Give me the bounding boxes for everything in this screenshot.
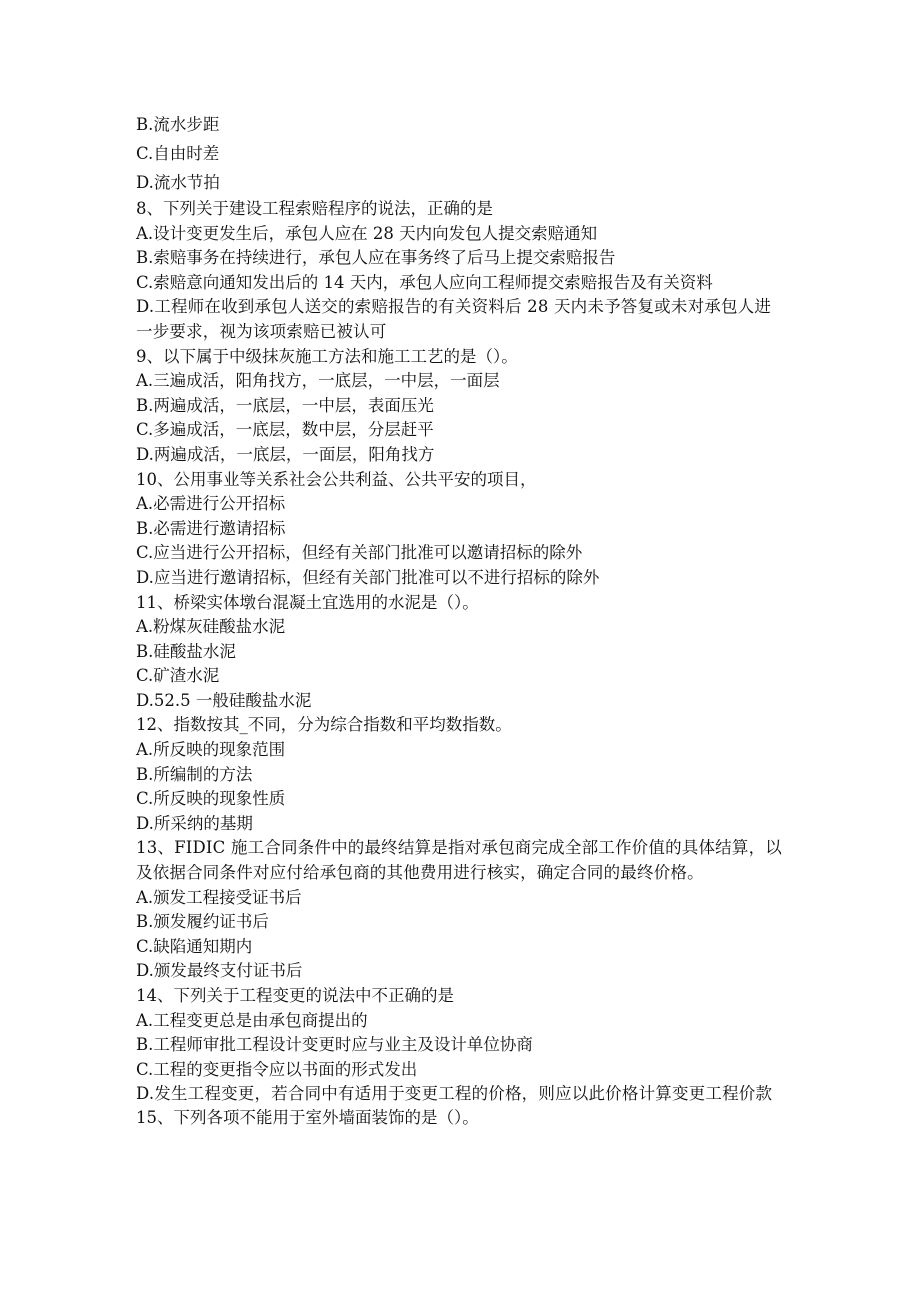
document-body: [136, 110, 786, 1131]
question-9: 9、以下属于中级抹灰施工方法和施工工艺的是（）。: [136, 346, 518, 366]
option-d-q11: D.52.5 一般硅酸盐水泥: [136, 690, 312, 710]
option-a-q10: A.必需进行公开招标: [136, 494, 286, 514]
option-a-q14: A.工程变更总是由承包商提出的: [136, 1010, 368, 1030]
option-b-q12: B.所编制的方法: [136, 764, 253, 784]
option-b-q11: B.硅酸盐水泥: [136, 641, 236, 661]
option-a-q8: A.设计变更发生后，承包人应在 28 天内向发包人提交索赔通知: [136, 223, 598, 243]
option-b-q10: B.必需进行邀请招标: [136, 518, 286, 538]
question-11: 11、桥梁实体墩台混凝土宜选用的水泥是（）。: [136, 592, 479, 612]
option-c-q7: C.自由时差: [136, 144, 220, 163]
option-a-q9: A.三遍成活，阳角找方，一底层，一中层，一面层: [136, 371, 500, 391]
option-d-q12: D.所采纳的基期: [136, 813, 253, 833]
option-c-q14: C.工程的变更指令应以书面的形式发出: [136, 1059, 418, 1079]
option-b-q9: B.两遍成活，一底层，一中层，表面压光: [136, 395, 434, 415]
option-d-q8: D.工程师在收到承包人送交的索赔报告的有关资料后 28 天内未予答复或未对承包人进一步要求，视为该项索赔已被认可: [136, 297, 772, 341]
option-b-q8: B.索赔事务在持续进行，承包人应在事务终了后马上提交索赔报告: [136, 248, 616, 268]
option-c-q12: C.所反映的现象性质: [136, 789, 286, 809]
option-b-q7: B.流水步距: [136, 115, 220, 134]
option-a-q11: A.粉煤灰硅酸盐水泥: [136, 617, 286, 637]
option-a-q13: A.颁发工程接受证书后: [136, 887, 302, 907]
question-10: 10、公用事业等关系社会公共利益、公共平安的项目，: [136, 469, 537, 489]
option-c-q8: C.索赔意向通知发出后的 14 天内，承包人应向工程师提交索赔报告及有关资料: [136, 272, 713, 292]
question-14: 14、下列关于工程变更的说法中不正确的是: [136, 986, 454, 1005]
option-d-q10: D.应当进行邀请招标，但经有关部门批准可以不进行招标的除外: [136, 567, 600, 587]
question-12: 12、指数按其_不同，分为综合指数和平均数指数。: [136, 715, 512, 735]
option-a-q12: A.所反映的现象范围: [136, 740, 286, 760]
option-c-q13: C.缺陷通知期内: [136, 936, 253, 956]
option-d-q14: D.发生工程变更，若合同中有适用于变更工程的价格，则应以此价格计算变更工程价款: [136, 1084, 773, 1104]
option-d-q9: D.两遍成活，一底层，一面层，阳角找方: [136, 444, 435, 464]
option-c-q10: C.应当进行公开招标，但经有关部门批准可以邀请招标的除外: [136, 543, 583, 563]
question-8: 8、下列关于建设工程索赔程序的说法，正确的是: [136, 199, 493, 218]
option-b-q13: B.颁发履约证书后: [136, 912, 269, 932]
question-15: 15、下列各项不能用于室外墙面装饰的是（）。: [136, 1108, 479, 1128]
option-c-q11: C.矿渣水泥: [136, 666, 220, 686]
option-d-q13: D.颁发最终支付证书后: [136, 961, 303, 981]
option-d-q7: D.流水节拍: [136, 173, 220, 192]
option-c-q9: C.多遍成活，一底层，数中层，分层赶平: [136, 420, 434, 440]
question-13: 13、FIDIC 施工合同条件中的最终结算是指对承包商完成全部工作价值的具体结算，以及依据合同条件对应付给承包商的其他费用进行核实，确定合同的最终价格。: [136, 838, 782, 883]
option-b-q14: B.工程师审批工程设计变更时应与业主及设计单位协商: [136, 1035, 533, 1055]
